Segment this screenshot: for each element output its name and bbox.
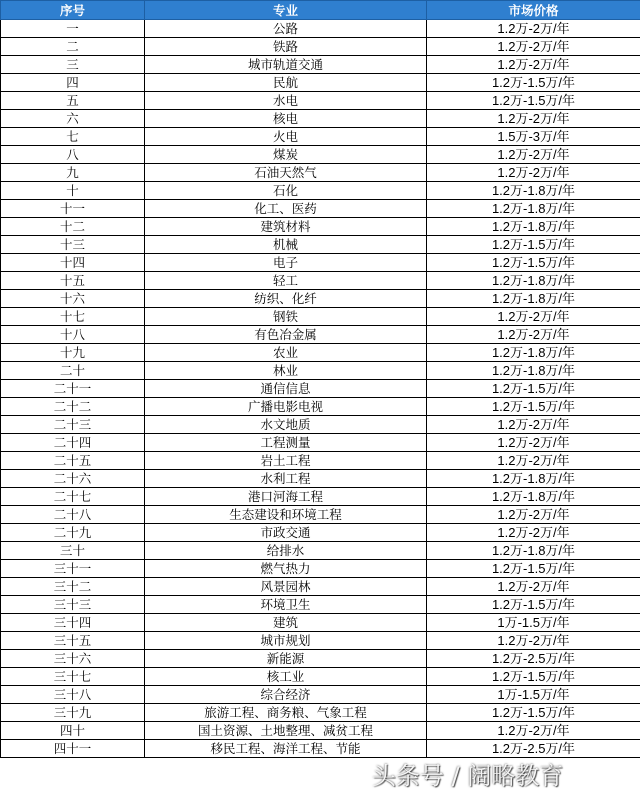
cell-no: 二十七	[1, 488, 145, 506]
table-row	[1, 362, 640, 380]
watermark: 头条号 / 阔略教育	[372, 762, 564, 790]
cell-major: 建筑材料	[145, 218, 427, 236]
cell-no: 二十六	[1, 470, 145, 488]
cell-price: 1.2万-2万/年	[427, 434, 640, 452]
table-row	[1, 452, 640, 470]
table-row	[1, 488, 640, 506]
table-row	[1, 704, 640, 722]
cell-major: 旅游工程、商务粮、气象工程	[145, 704, 427, 722]
cell-price: 1.2万-2万/年	[427, 506, 640, 524]
cell-no: 十七	[1, 308, 145, 326]
cell-no: 三十一	[1, 560, 145, 578]
cell-no: 二十一	[1, 380, 145, 398]
cell-no: 十八	[1, 326, 145, 344]
cell-major: 石油天然气	[145, 164, 427, 182]
cell-no: 一	[1, 20, 145, 38]
cell-no: 三十五	[1, 632, 145, 650]
cell-price: 1.2万-2万/年	[427, 632, 640, 650]
cell-major: 移民工程、海洋工程、节能	[145, 740, 427, 758]
cell-no: 二十三	[1, 416, 145, 434]
cell-no: 三十二	[1, 578, 145, 596]
cell-price: 1.2万-1.8万/年	[427, 470, 640, 488]
cell-major: 化工、医药	[145, 200, 427, 218]
cell-price: 1.2万-1.8万/年	[427, 290, 640, 308]
table-row	[1, 326, 640, 344]
header-major: 专业	[145, 1, 427, 20]
cell-price: 1.5万-3万/年	[427, 128, 640, 146]
cell-no: 二十五	[1, 452, 145, 470]
cell-price: 1.2万-2万/年	[427, 38, 640, 56]
cell-price: 1.2万-1.8万/年	[427, 542, 640, 560]
cell-price: 1.2万-2万/年	[427, 110, 640, 128]
cell-no: 三十三	[1, 596, 145, 614]
cell-major: 水文地质	[145, 416, 427, 434]
cell-no: 三十九	[1, 704, 145, 722]
cell-no: 二十九	[1, 524, 145, 542]
cell-no: 六	[1, 110, 145, 128]
table-row	[1, 56, 640, 74]
cell-major: 生态建设和环境工程	[145, 506, 427, 524]
cell-no: 三十七	[1, 668, 145, 686]
cell-no: 十二	[1, 218, 145, 236]
cell-no: 十一	[1, 200, 145, 218]
table-row	[1, 668, 640, 686]
cell-price: 1.2万-1.8万/年	[427, 182, 640, 200]
cell-major: 有色冶金属	[145, 326, 427, 344]
cell-price: 1.2万-1.5万/年	[427, 398, 640, 416]
cell-no: 四	[1, 74, 145, 92]
cell-no: 二	[1, 38, 145, 56]
cell-no: 五	[1, 92, 145, 110]
table-row	[1, 128, 640, 146]
table-row	[1, 506, 640, 524]
cell-major: 石化	[145, 182, 427, 200]
header-row	[1, 1, 640, 20]
table-row	[1, 344, 640, 362]
table-row	[1, 290, 640, 308]
cell-price: 1.2万-2.5万/年	[427, 650, 640, 668]
cell-major: 轻工	[145, 272, 427, 290]
cell-major: 钢铁	[145, 308, 427, 326]
table-body	[1, 20, 640, 758]
cell-no: 二十八	[1, 506, 145, 524]
table-row	[1, 20, 640, 38]
table-row	[1, 416, 640, 434]
cell-major: 核工业	[145, 668, 427, 686]
cell-price: 1.2万-2.5万/年	[427, 740, 640, 758]
cell-major: 综合经济	[145, 686, 427, 704]
cell-price: 1.2万-1.8万/年	[427, 362, 640, 380]
table-row	[1, 596, 640, 614]
cell-price: 1.2万-1.8万/年	[427, 218, 640, 236]
cell-major: 岩土工程	[145, 452, 427, 470]
cell-major: 风景园林	[145, 578, 427, 596]
cell-price: 1.2万-1.5万/年	[427, 704, 640, 722]
cell-price: 1.2万-1.5万/年	[427, 596, 640, 614]
table-row	[1, 146, 640, 164]
cell-no: 三十	[1, 542, 145, 560]
table-row	[1, 740, 640, 758]
cell-major: 林业	[145, 362, 427, 380]
cell-major: 环境卫生	[145, 596, 427, 614]
cell-major: 电子	[145, 254, 427, 272]
table-row	[1, 398, 640, 416]
cell-major: 铁路	[145, 38, 427, 56]
cell-major: 城市轨道交通	[145, 56, 427, 74]
cell-price: 1.2万-1.8万/年	[427, 200, 640, 218]
cell-price: 1.2万-2万/年	[427, 146, 640, 164]
cell-price: 1.2万-1.8万/年	[427, 488, 640, 506]
table-row	[1, 200, 640, 218]
cell-price: 1.2万-1.5万/年	[427, 236, 640, 254]
table-row	[1, 164, 640, 182]
table-row	[1, 542, 640, 560]
cell-price: 1.2万-1.5万/年	[427, 668, 640, 686]
table-row	[1, 524, 640, 542]
cell-price: 1.2万-2万/年	[427, 524, 640, 542]
cell-price: 1.2万-2万/年	[427, 56, 640, 74]
cell-major: 新能源	[145, 650, 427, 668]
table-row	[1, 110, 640, 128]
cell-price: 1.2万-1.5万/年	[427, 254, 640, 272]
table-row	[1, 182, 640, 200]
table-row	[1, 236, 640, 254]
cell-price: 1.2万-1.5万/年	[427, 74, 640, 92]
cell-no: 十六	[1, 290, 145, 308]
cell-major: 城市规划	[145, 632, 427, 650]
cell-major: 公路	[145, 20, 427, 38]
cell-price: 1.2万-2万/年	[427, 308, 640, 326]
cell-price: 1.2万-1.8万/年	[427, 344, 640, 362]
cell-no: 八	[1, 146, 145, 164]
table-row	[1, 578, 640, 596]
cell-no: 十五	[1, 272, 145, 290]
cell-major: 核电	[145, 110, 427, 128]
cell-no: 二十	[1, 362, 145, 380]
cell-no: 四十一	[1, 740, 145, 758]
table-row	[1, 308, 640, 326]
cell-major: 建筑	[145, 614, 427, 632]
header-no: 序号	[1, 1, 145, 20]
cell-price: 1.2万-1.8万/年	[427, 272, 640, 290]
cell-major: 广播电影电视	[145, 398, 427, 416]
cell-no: 十	[1, 182, 145, 200]
cell-price: 1.2万-2万/年	[427, 164, 640, 182]
cell-major: 港口河海工程	[145, 488, 427, 506]
cell-price: 1万-1.5万/年	[427, 686, 640, 704]
table-row	[1, 560, 640, 578]
table-row	[1, 650, 640, 668]
table-row	[1, 470, 640, 488]
cell-no: 三十八	[1, 686, 145, 704]
cell-price: 1.2万-2万/年	[427, 20, 640, 38]
cell-price: 1万-1.5万/年	[427, 614, 640, 632]
cell-no: 十四	[1, 254, 145, 272]
cell-no: 十三	[1, 236, 145, 254]
cell-major: 纺织、化纤	[145, 290, 427, 308]
table-row	[1, 686, 640, 704]
cell-major: 农业	[145, 344, 427, 362]
table-row	[1, 272, 640, 290]
cell-major: 通信信息	[145, 380, 427, 398]
table-row	[1, 614, 640, 632]
cell-major: 水电	[145, 92, 427, 110]
cell-major: 机械	[145, 236, 427, 254]
cell-major: 国土资源、土地整理、减贫工程	[145, 722, 427, 740]
table-row	[1, 380, 640, 398]
cell-no: 三十六	[1, 650, 145, 668]
cell-price: 1.2万-2万/年	[427, 326, 640, 344]
cell-no: 七	[1, 128, 145, 146]
table-row	[1, 92, 640, 110]
cell-no: 四十	[1, 722, 145, 740]
cell-price: 1.2万-2万/年	[427, 722, 640, 740]
header-price: 市场价格	[427, 1, 640, 20]
cell-no: 三十四	[1, 614, 145, 632]
cell-no: 二十二	[1, 398, 145, 416]
cell-major: 燃气热力	[145, 560, 427, 578]
table-row	[1, 434, 640, 452]
cell-price: 1.2万-2万/年	[427, 452, 640, 470]
table-row	[1, 218, 640, 236]
cell-major: 给排水	[145, 542, 427, 560]
table-row	[1, 722, 640, 740]
cell-major: 煤炭	[145, 146, 427, 164]
table-row	[1, 632, 640, 650]
table-row	[1, 254, 640, 272]
table-row	[1, 38, 640, 56]
cell-major: 水利工程	[145, 470, 427, 488]
cell-no: 十九	[1, 344, 145, 362]
cell-price: 1.2万-1.5万/年	[427, 380, 640, 398]
cell-no: 九	[1, 164, 145, 182]
cell-major: 火电	[145, 128, 427, 146]
cell-major: 民航	[145, 74, 427, 92]
cell-price: 1.2万-1.5万/年	[427, 92, 640, 110]
cell-no: 三	[1, 56, 145, 74]
cell-price: 1.2万-1.5万/年	[427, 560, 640, 578]
cell-major: 市政交通	[145, 524, 427, 542]
cell-price: 1.2万-2万/年	[427, 578, 640, 596]
cell-price: 1.2万-2万/年	[427, 416, 640, 434]
cell-major: 工程测量	[145, 434, 427, 452]
table-row	[1, 74, 640, 92]
cell-no: 二十四	[1, 434, 145, 452]
